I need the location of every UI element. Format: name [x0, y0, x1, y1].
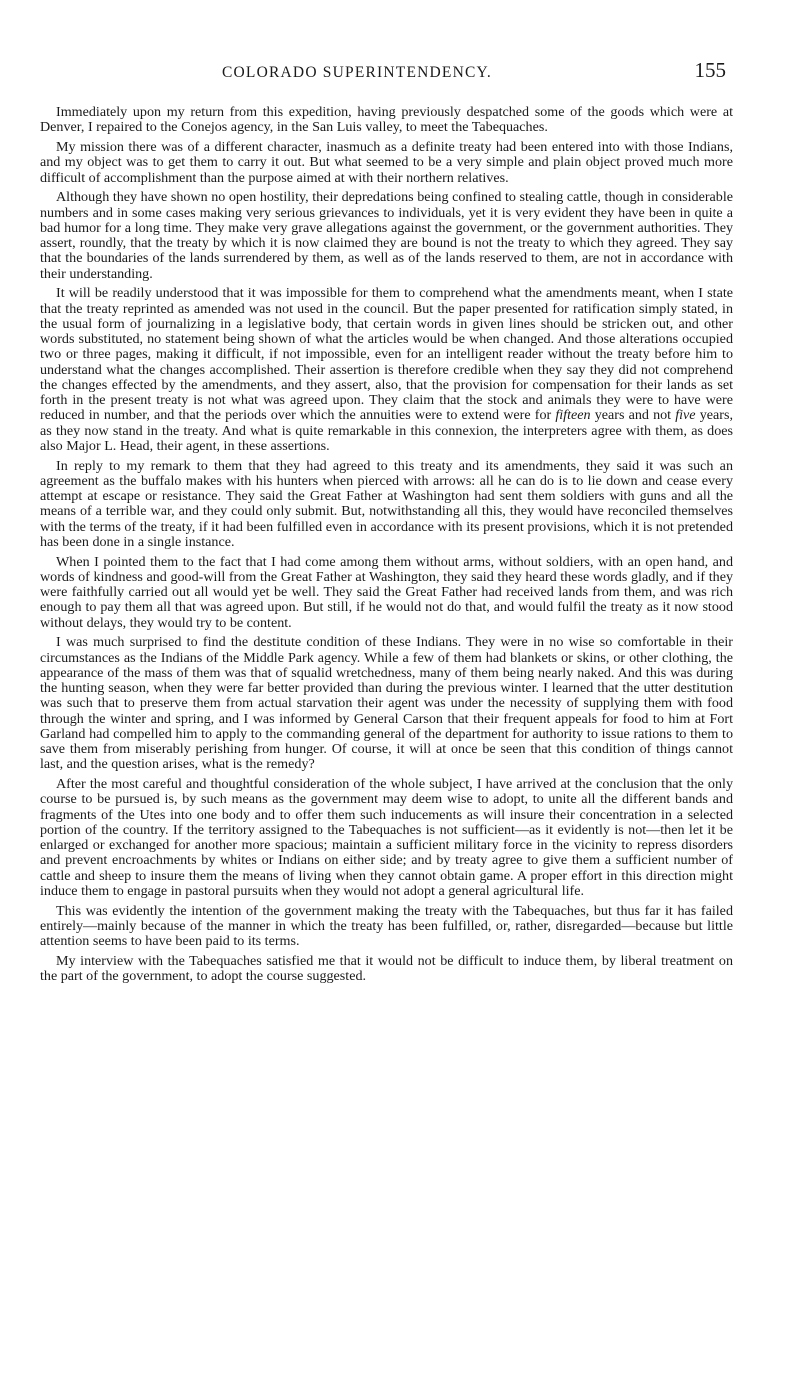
paragraph-4: It will be readily understood that it was impossible for them to comprehend what the amendments meant, when I state that the treaty reprinted as amended was not used in the council. But the paper presented for ratification simply stated, in the usual form of journalizing in a legislative body, that certain words in given lines should be stricken out, and other words substituted, no statement being shown of what the articles would be when changed. And those alterations occupied two or three pages, making it difficult, if not impossible, even for an intelligent reader without the treaty before him to understand what the changes accomplished. Their assertion is therefore credible when they say they did not comprehend the changes effected by the amendments, and they assert, also, that the provision for compensation for their lands as set forth in the present treaty is not what was agreed upon. They claim that the stock and animals they were to have were reduced in number, and that the periods over which the annuities were to extend were for fifteen years and not five years, as they now stand in the treaty. And what is quite remarkable in this connexion, the interpreters agree with them, as does also Major L. Head, their agent, in these assertions. — [40, 285, 733, 454]
paragraph-7: I was much surprised to find the destitute condition of these Indians. They were in no wise so comfortable in their circumstances as the Indians of the Middle Park agency. While a few of them had blankets or skins, or other clothing, the appearance of the mass of them was that of squalid wretchedness, many of them being nearly naked. And this was during the hunting season, when they were far better provided than during the previous winter. I learned that the utter destitution was such that to preserve them from actual starvation their agent was under the necessity of supplying them with food through the winter and spring, and I was informed by General Carson that their frequent appeals for food to him at Fort Garland had compelled him to apply to the commanding general of the department for authority to issue rations to them to save them from miserably perishing from hunger. Of course, it will at once be seen that this condition of things cannot last, and the question arises, what is the remedy? — [40, 634, 733, 773]
emphasis-five: five — [675, 407, 696, 424]
emphasis-fifteen: fifteen — [555, 407, 591, 424]
running-header — [40, 58, 730, 88]
paragraph-2: My mission there was of a different character, inasmuch as a definite treaty had been entered into with those Indians, and my object was to get them to carry it out. But what seemed to be a very simple and plain object proved much more difficult of accomplishment than the purpose aimed at with their northern relatives. — [40, 139, 733, 186]
paragraph-5: In reply to my remark to them that they had agreed to this treaty and its amendments, they said it was such an agreement as the buffalo makes with his hunters when pierced with arrows: all he can do is to lie down and cease every attempt at escape or resistance. They said the Great Father at Washington had sent them soldiers with guns and all the means of a terrible war, and they could only submit. But, notwithstanding all this, they would have reconciled themselves with the terms of the treaty, if it had been fulfilled even in accordance with its present provisions, which it is not pretended has been done in a single instance. — [40, 457, 733, 550]
paragraph-3: Although they have shown no open hostility, their depredations being confined to stealing cattle, though in considerable numbers and in some cases making very serious grievances to individuals, yet it is very evident they have been in quite a bad humor for a long time. They make very grave allegations against the government, or the government authorities. They assert, roundly, that the treaty by which it is now claimed they are bound is not the treaty to which they agreed. They say that the boundaries of the lands surrendered by them, as well as of the lands reserved to them, are not in accordance with their understanding. — [40, 189, 733, 282]
paragraph-6: When I pointed them to the fact that I had come among them without arms, without soldiers, with an open hand, and words of kindness and good-will from the Great Father at Washington, they said they heard these words gladly, and if they were faithfully carried out all would yet be well. They said the Great Father had received lands from them, and was rich enough to pay them all that was agreed upon. But still, if he would not do that, and would fulfil the treaty as it now stood without delays, they would try to be content. — [40, 553, 733, 631]
page-number: 155 — [694, 58, 726, 82]
running-title: COLORADO SUPERINTENDENCY. — [222, 64, 492, 81]
paragraph-10: My interview with the Tabequaches satisfied me that it would not be difficult to induce them, by liberal treatment on the part of the government, to adopt the course suggested. — [40, 952, 733, 984]
body-text — [40, 105, 733, 989]
paragraph-1: Immediately upon my return from this expedition, having previously despatched some of the goods which were at Denver, I repaired to the Conejos agency, in the San Luis valley, to meet the Tabequaches. — [40, 104, 733, 136]
paragraph-8: After the most careful and thoughtful consideration of the whole subject, I have arrived at the conclusion that the only course to be pursued is, by such means as the government may deem wise to adopt, to unite all the different bands and fragments of the Utes into one body and to offer them such inducements as will insure their concentration in a selected portion of the country. If the territory assigned to the Tabequaches is not sufficient—as it evidently is not—then let it be enlarged or exchanged for another more spacious; maintain a sufficient military force in the vicinity to repress disorders and prevent encroachments by whites or Indians on either side; and by treaty agree to give them a sufficient number of cattle and sheep to insure them the means of living when they cannot obtain game. A proper effort in this direction might induce them to engage in pastoral pursuits when they would not adopt a general agricultural life. — [40, 776, 733, 899]
paragraph-9: This was evidently the intention of the government making the treaty with the Tabequaches, but thus far it has failed entirely—mainly because of the manner in which the treaty has been fulfilled, or, rather, disregarded—because but little attention seems to have been paid to its terms. — [40, 902, 733, 949]
